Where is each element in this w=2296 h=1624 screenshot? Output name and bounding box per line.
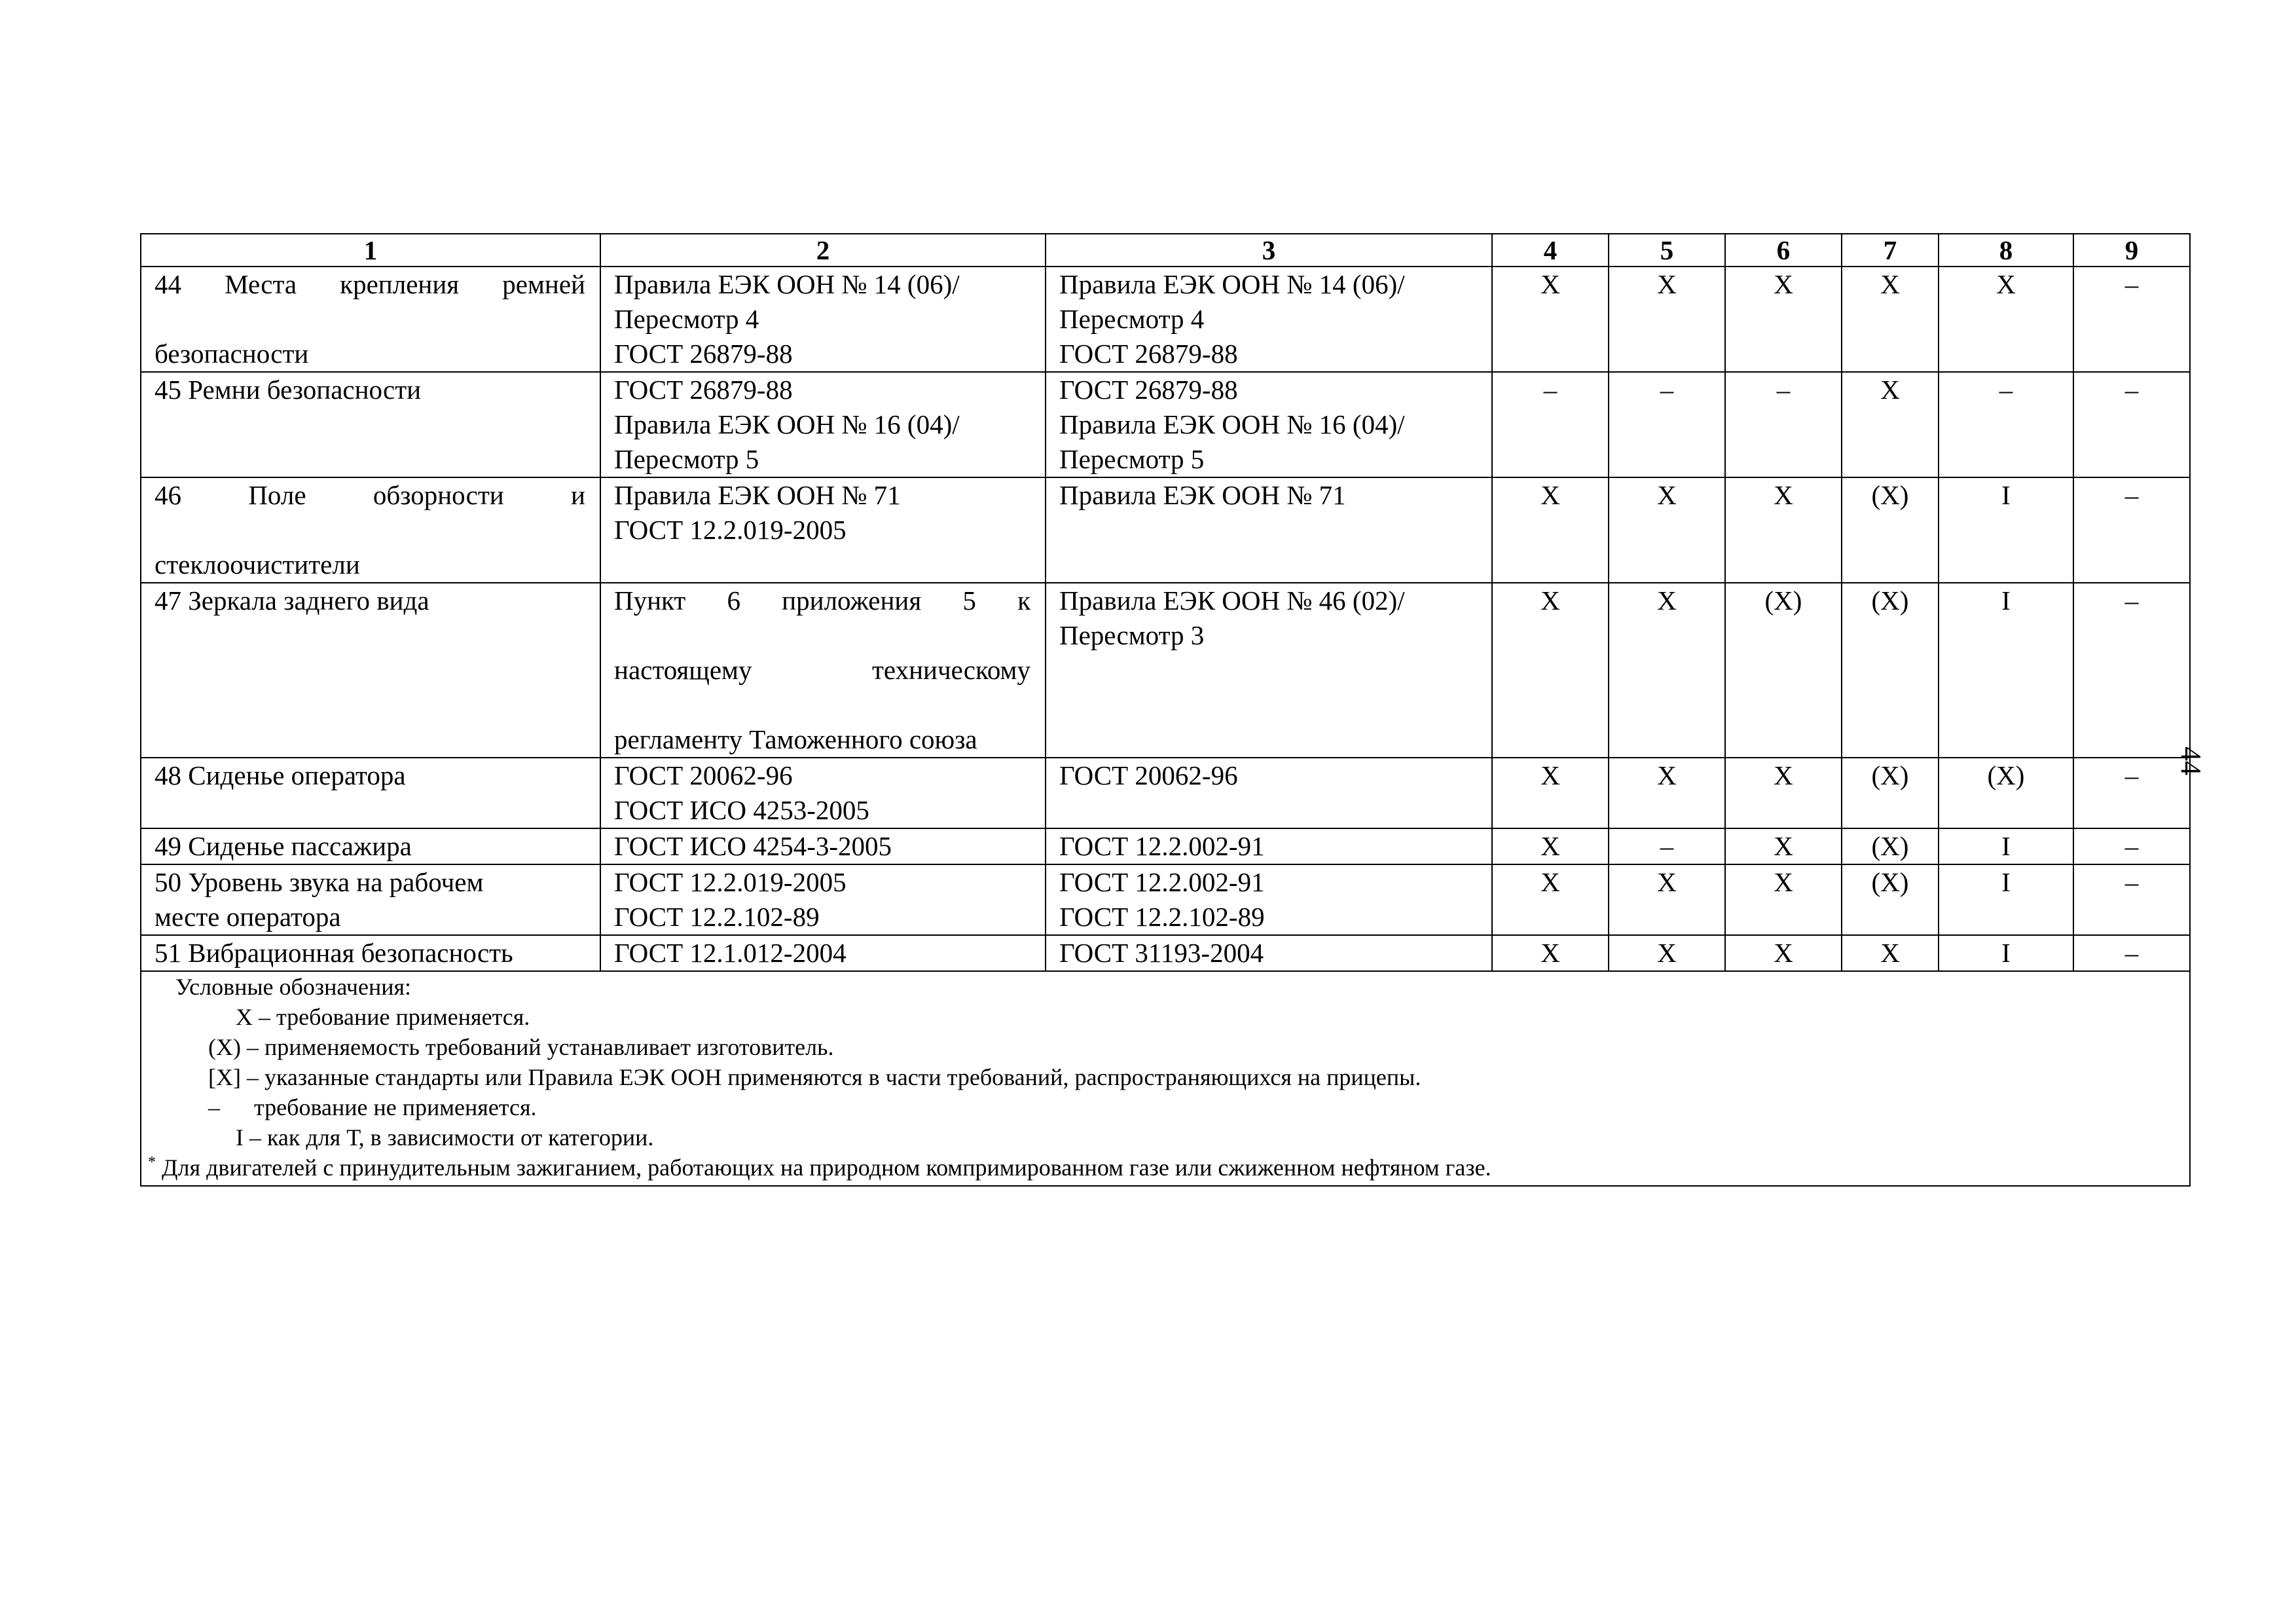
standard-line: ГОСТ 31193-2004 (1059, 938, 1264, 968)
standard-cell (1046, 477, 1492, 583)
header-col-6: 6 (1725, 234, 1842, 267)
legend-dash-text: требование не применяется. (254, 1094, 537, 1120)
mark-cell: (Х) (1842, 758, 1939, 828)
standard-line: ГОСТ 20062-96 (1059, 760, 1238, 790)
mark-cell: I (1939, 477, 2073, 583)
standard-line: Правила ЕЭК ООН № 16 (04)/ (1059, 409, 1405, 439)
mark-cell: Х (1939, 267, 2073, 372)
mark-cell: (Х) (1842, 583, 1939, 758)
legend-title: Условные обозначения: (175, 974, 412, 1000)
item-name-cell (141, 935, 600, 971)
standard-cell (1046, 828, 1492, 864)
header-col-7: 7 (1842, 234, 1939, 267)
regulation-line: Правила ЕЭК ООН № 16 (04)/ (614, 409, 960, 439)
table-row (141, 583, 2190, 758)
mark-cell: Х (1609, 935, 1725, 971)
regulation-line: ГОСТ 12.2.019-2005 (614, 867, 847, 897)
standard-line: ГОСТ 12.2.002-91 (1059, 831, 1265, 861)
regulation-line: Пересмотр 5 (614, 444, 759, 474)
mark-cell: – (2073, 935, 2190, 971)
requirements-table (140, 233, 2191, 1187)
mark-cell: Х (1842, 267, 1939, 372)
mark-cell: Х (1725, 828, 1842, 864)
header-col-1: 1 (141, 234, 600, 267)
header-col-2: 2 (600, 234, 1046, 267)
mark-cell: – (1609, 372, 1725, 477)
standard-line: ГОСТ 26879-88 (1059, 375, 1238, 405)
regulation-cell (600, 583, 1046, 758)
mark-cell: Х (1842, 372, 1939, 477)
item-name-cell (141, 583, 600, 758)
mark-cell: (Х) (1725, 583, 1842, 758)
mark-cell: Х (1725, 477, 1842, 583)
item-name-line: 46 Поле обзорности и (155, 480, 585, 510)
standard-line: Правила ЕЭК ООН № 14 (06)/ (1059, 269, 1405, 299)
item-name-cell (141, 477, 600, 583)
regulation-line: настоящему техническому (614, 655, 1030, 685)
mark-cell: Х (1609, 267, 1725, 372)
header-row (141, 234, 2190, 267)
table-row (141, 864, 2190, 935)
table-row (141, 267, 2190, 372)
header-col-5: 5 (1609, 234, 1725, 267)
regulation-cell (600, 935, 1046, 971)
standard-cell (1046, 267, 1492, 372)
header-col-9: 9 (2073, 234, 2190, 267)
footnote-mark: * (148, 1154, 156, 1171)
item-name-line: 48 Сиденье оператора (155, 760, 406, 790)
standard-cell (1046, 864, 1492, 935)
mark-cell: – (2073, 372, 2190, 477)
mark-cell: Х (1609, 758, 1725, 828)
standard-line: Правила ЕЭК ООН № 71 (1059, 480, 1346, 510)
regulation-cell (600, 267, 1046, 372)
legend-cell (141, 971, 2190, 1186)
mark-cell: Х (1492, 267, 1609, 372)
mark-cell: Х (1492, 935, 1609, 971)
regulation-line: ГОСТ 12.2.102-89 (614, 902, 820, 932)
standard-cell (1046, 583, 1492, 758)
legend-x-bracket: [Х] – указанные стандарты или Правила ЕЭК ООН применяются в части требований, распространяющихся на прицепы. (208, 1064, 1421, 1090)
standard-line: Пересмотр 3 (1059, 620, 1205, 650)
mark-cell: Х (1492, 828, 1609, 864)
mark-cell: – (1609, 828, 1725, 864)
regulation-line: Пересмотр 4 (614, 304, 759, 334)
mark-cell: Х (1725, 758, 1842, 828)
regulation-line: ГОСТ ИСО 4254-3-2005 (614, 831, 892, 861)
legend-dash-symbol: – (208, 1094, 220, 1120)
item-name-cell (141, 758, 600, 828)
mark-cell: (Х) (1842, 477, 1939, 583)
standard-line: ГОСТ 12.2.102-89 (1059, 902, 1265, 932)
item-name-line: стеклоочистители (155, 549, 360, 580)
regulation-line: ГОСТ 26879-88 (614, 375, 793, 405)
legend-row (141, 971, 2190, 1186)
item-name-line: 50 Уровень звука на рабочем (155, 867, 484, 897)
mark-cell: – (2073, 583, 2190, 758)
header-col-4: 4 (1492, 234, 1609, 267)
regulation-line: Правила ЕЭК ООН № 14 (06)/ (614, 269, 960, 299)
mark-cell: Х (1609, 583, 1725, 758)
regulation-cell (600, 828, 1046, 864)
item-name-line: безопасности (155, 339, 309, 369)
item-name-line: месте оператора (155, 902, 341, 932)
regulation-line: ГОСТ 26879-88 (614, 339, 793, 369)
regulation-cell (600, 372, 1046, 477)
mark-cell: Х (1842, 935, 1939, 971)
regulation-line: ГОСТ 12.1.012-2004 (614, 938, 847, 968)
legend-dash (148, 1092, 2183, 1122)
standard-cell (1046, 935, 1492, 971)
mark-cell: – (2073, 477, 2190, 583)
header-col-3: 3 (1046, 234, 1492, 267)
mark-cell: I (1939, 828, 2073, 864)
item-name-line: 44 Места крепления ремней (155, 269, 585, 299)
mark-cell: Х (1725, 935, 1842, 971)
mark-cell: Х (1492, 864, 1609, 935)
regulation-cell (600, 758, 1046, 828)
footnote (148, 1153, 2183, 1183)
item-name-line: 47 Зеркала заднего вида (155, 585, 429, 616)
regulation-cell (600, 477, 1046, 583)
item-name-line: 51 Вибрационная безопасность (155, 938, 513, 968)
regulation-line: ГОСТ 12.2.019-2005 (614, 515, 847, 545)
item-name-cell (141, 828, 600, 864)
table-row (141, 828, 2190, 864)
table-row (141, 758, 2190, 828)
standard-line: Пересмотр 4 (1059, 304, 1205, 334)
mark-cell: Х (1492, 477, 1609, 583)
item-name-line: 49 Сиденье пассажира (155, 831, 412, 861)
legend-x-paren: (Х) – применяемость требований устанавливает изготовитель. (208, 1034, 834, 1060)
standard-line: ГОСТ 26879-88 (1059, 339, 1238, 369)
page-number: 44 (2175, 747, 2207, 775)
mark-cell: Х (1609, 864, 1725, 935)
standard-cell (1046, 372, 1492, 477)
mark-cell: – (2073, 267, 2190, 372)
table-row (141, 372, 2190, 477)
mark-cell: – (2073, 758, 2190, 828)
mark-cell: – (1939, 372, 2073, 477)
regulation-line: ГОСТ ИСО 4253-2005 (614, 795, 869, 825)
standard-line: Пересмотр 5 (1059, 444, 1205, 474)
regulation-line: Правила ЕЭК ООН № 71 (614, 480, 901, 510)
mark-cell: (Х) (1842, 864, 1939, 935)
mark-cell: – (2073, 828, 2190, 864)
item-name-cell (141, 267, 600, 372)
mark-cell: Х (1609, 477, 1725, 583)
mark-cell: I (1939, 935, 2073, 971)
standard-cell (1046, 758, 1492, 828)
regulation-line: Пункт 6 приложения 5 к (614, 585, 1030, 616)
mark-cell: I (1939, 864, 2073, 935)
mark-cell: Х (1492, 583, 1609, 758)
mark-cell: – (1492, 372, 1609, 477)
mark-cell: (Х) (1842, 828, 1939, 864)
footnote-text: Для двигателей с принудительным зажиганием, работающих на природном компримированном газе или сжиженном нефтяном газе. (156, 1154, 1491, 1181)
item-name-cell (141, 372, 600, 477)
legend-i: I – как для Т, в зависимости от категории. (236, 1124, 654, 1151)
mark-cell: I (1939, 583, 2073, 758)
mark-cell: (Х) (1939, 758, 2073, 828)
regulation-line: регламенту Таможенного союза (614, 724, 977, 754)
table-row (141, 935, 2190, 971)
table-row (141, 477, 2190, 583)
regulation-cell (600, 864, 1046, 935)
mark-cell: – (1725, 372, 1842, 477)
header-col-8: 8 (1939, 234, 2073, 267)
standard-line: ГОСТ 12.2.002-91 (1059, 867, 1265, 897)
mark-cell: – (2073, 864, 2190, 935)
mark-cell: Х (1725, 267, 1842, 372)
item-name-cell (141, 864, 600, 935)
legend-x: Х – требование применяется. (236, 1004, 530, 1030)
mark-cell: Х (1725, 864, 1842, 935)
item-name-line: 45 Ремни безопасности (155, 375, 422, 405)
mark-cell: Х (1492, 758, 1609, 828)
standard-line: Правила ЕЭК ООН № 46 (02)/ (1059, 585, 1405, 616)
regulation-line: ГОСТ 20062-96 (614, 760, 793, 790)
